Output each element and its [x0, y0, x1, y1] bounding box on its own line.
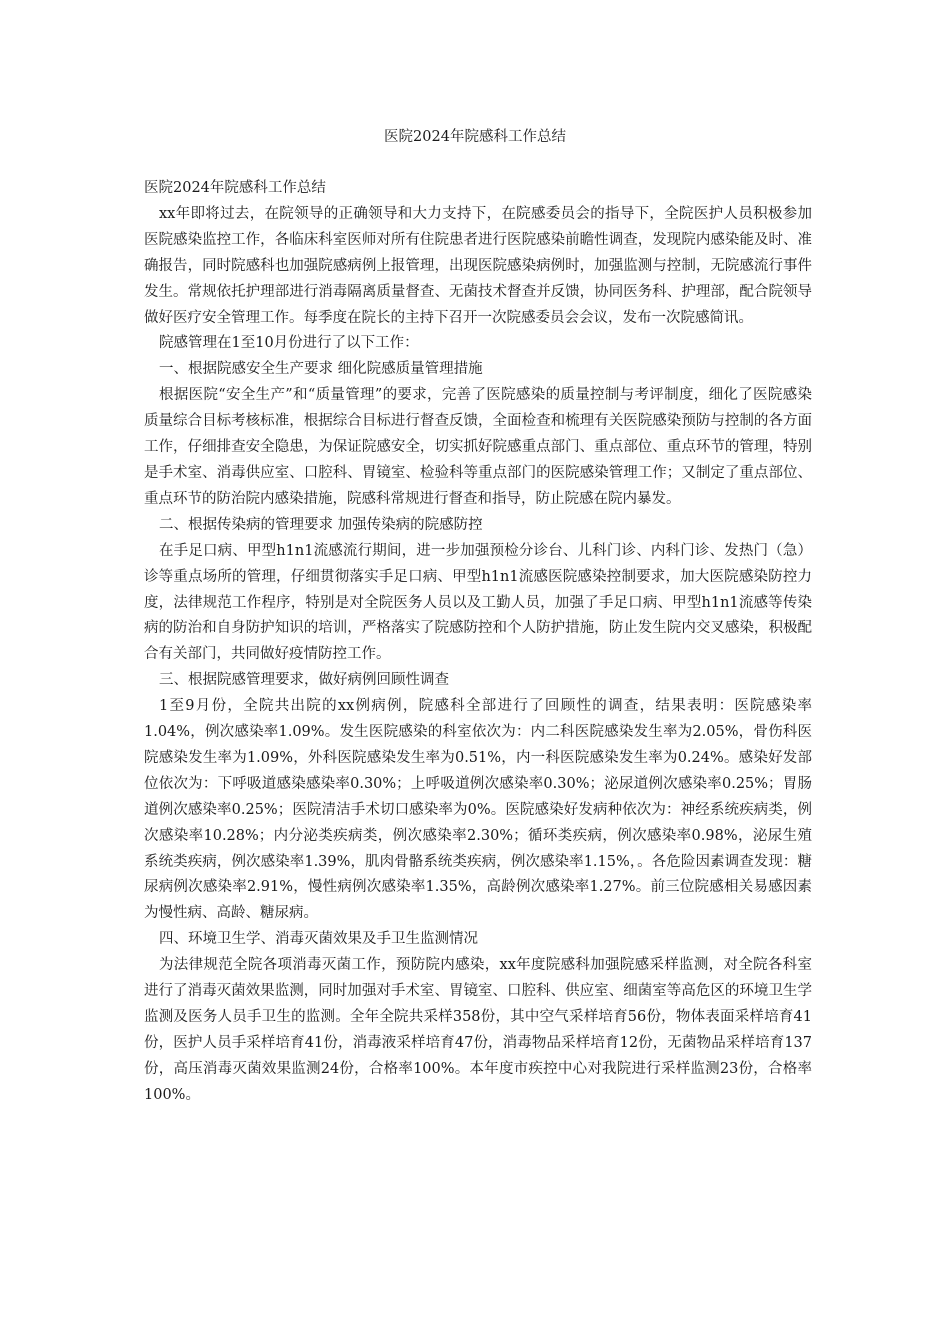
page-title: 医院2024年院感科工作总结: [384, 129, 566, 145]
paragraph-overview: 院感管理在1至10月份进行了以下工作：: [159, 335, 419, 352]
paragraph-section-1: 根据医院“安全生产”和“质量管理”的要求，完善了医院感染的质量控制与考评制度，细化了医院感染质量综合目标考核标准，根据综合目标进行督查反馈，全面检查和梳理有关医院感染预防与控制的各方面工作，仔细排查安全隐患，为保证院感安全，切实抓好院感重点部门、重点部位、重点环节的管理，特别是手术室、消毒供应室、口腔科、胃镜室、检验科等重点部门的医院感染管理工作；又制定了重点部位、重点环节的防治院内感染措施，院感科常规进行督查和指导，防止院感在院内暴发。: [144, 387, 812, 507]
section-heading-2: 二、根据传染病的管理要求 加强传染病的院感防控: [159, 516, 483, 533]
section-heading-1: 一、根据院感安全生产要求 细化院感质量管理措施: [159, 361, 483, 378]
document-body: [144, 176, 812, 1109]
paragraph-section-4: 为法律规范全院各项消毒灭菌工作，预防院内感染，xx年度院感科加强院感采样监测，对全院各科室进行了消毒灭菌效果监测，同时加强对手术室、胃镜室、口腔科、供应室、细菌室等高危区的环境卫生学监测及医务人员手卫生的监测。全年全院共采样358份，其中空气采样培育56份，物体表面采样培育41份，医护人员手采样培育41份，消毒液采样培育47份，消毒物品采样培育12份，无菌物品采样培育137份，高压消毒灭菌效果监测24份，合格率100%。本年度市疾控中心对我院进行采样监测23份，合格率100%。: [144, 957, 812, 1103]
section-heading-3: 三、根据院感管理要求，做好病例回顾性调查: [159, 672, 449, 689]
paragraph-section-2: 在手足口病、甲型h1n1流感流行期间，进一步加强预检分诊台、儿科门诊、内科门诊、发热门（急）诊等重点场所的管理，仔细贯彻落实手足口病、甲型h1n1流感医院感染控制要求，加大医院感染防控力度，法律规范工作程序，特别是对全院医务人员以及工勤人员，加强了手足口病、甲型h1n1流感等传染病的防治和自身防护知识的培训，严格落实了院感防控和个人防护措施，防止发生院内交叉感染，积极配合有关部门，共同做好疫情防控工作。: [144, 542, 812, 663]
section-heading-4: 四、环境卫生学、消毒灭菌效果及手卫生监测情况: [159, 931, 478, 948]
paragraph-section-3: 1至9月份，全院共出院的xx例病例，院感科全部进行了回顾性的调查，结果表明：医院感染率1.04%，例次感染率1.09%。发生医院感染的科室依次为：内二科医院感染发生率为2.05%，骨伤科医院感染发生率为1.09%，外科医院感染发生率为0.51%，内一科医院感染发生率为0.24%。感染好发部位依次为：下呼吸道感染感染率0.30%；上呼吸道例次感染率0.30%；泌尿道例次感染率0.25%；胃肠道例次感染率0.25%；医院清洁手术切口感染率为0%。医院感染好发病种依次为：神经系统疾病类，例次感染率10.28%；内分泌类疾病类，例次感染率2.30%；循环类疾病，例次感染率0.98%，泌尿生殖系统类疾病，例次感染率1.39%，肌肉骨骼系统类疾病，例次感染率1.15%，。各危险因素调查发现：糖尿病例次感染率2.91%，慢性病例次感染率1.35%，高龄例次感染率1.27%。前三位院感相关易感因素为慢性病、高龄、糖尿病。: [144, 698, 812, 922]
paragraph-intro: xx年即将过去，在院领导的正确领导和大力支持下，在院感委员会的指导下，全院医护人员积极参加医院感染监控工作，各临床科室医师对所有住院患者进行医院感染前瞻性调查，发现院内感染能及时、准确报告，同时院感科也加强院感病例上报管理，出现医院感染病例时，加强监测与控制，无院感流行事件发生。常规依托护理部进行消毒隔离质量督查、无菌技术督查并反馈，协同医务科、护理部，配合院领导做好医疗安全管理工作。每季度在院长的主持下召开一次院感委员会会议，发布一次院感简讯。: [144, 205, 812, 326]
body-heading: 医院2024年院感科工作总结: [144, 180, 326, 196]
